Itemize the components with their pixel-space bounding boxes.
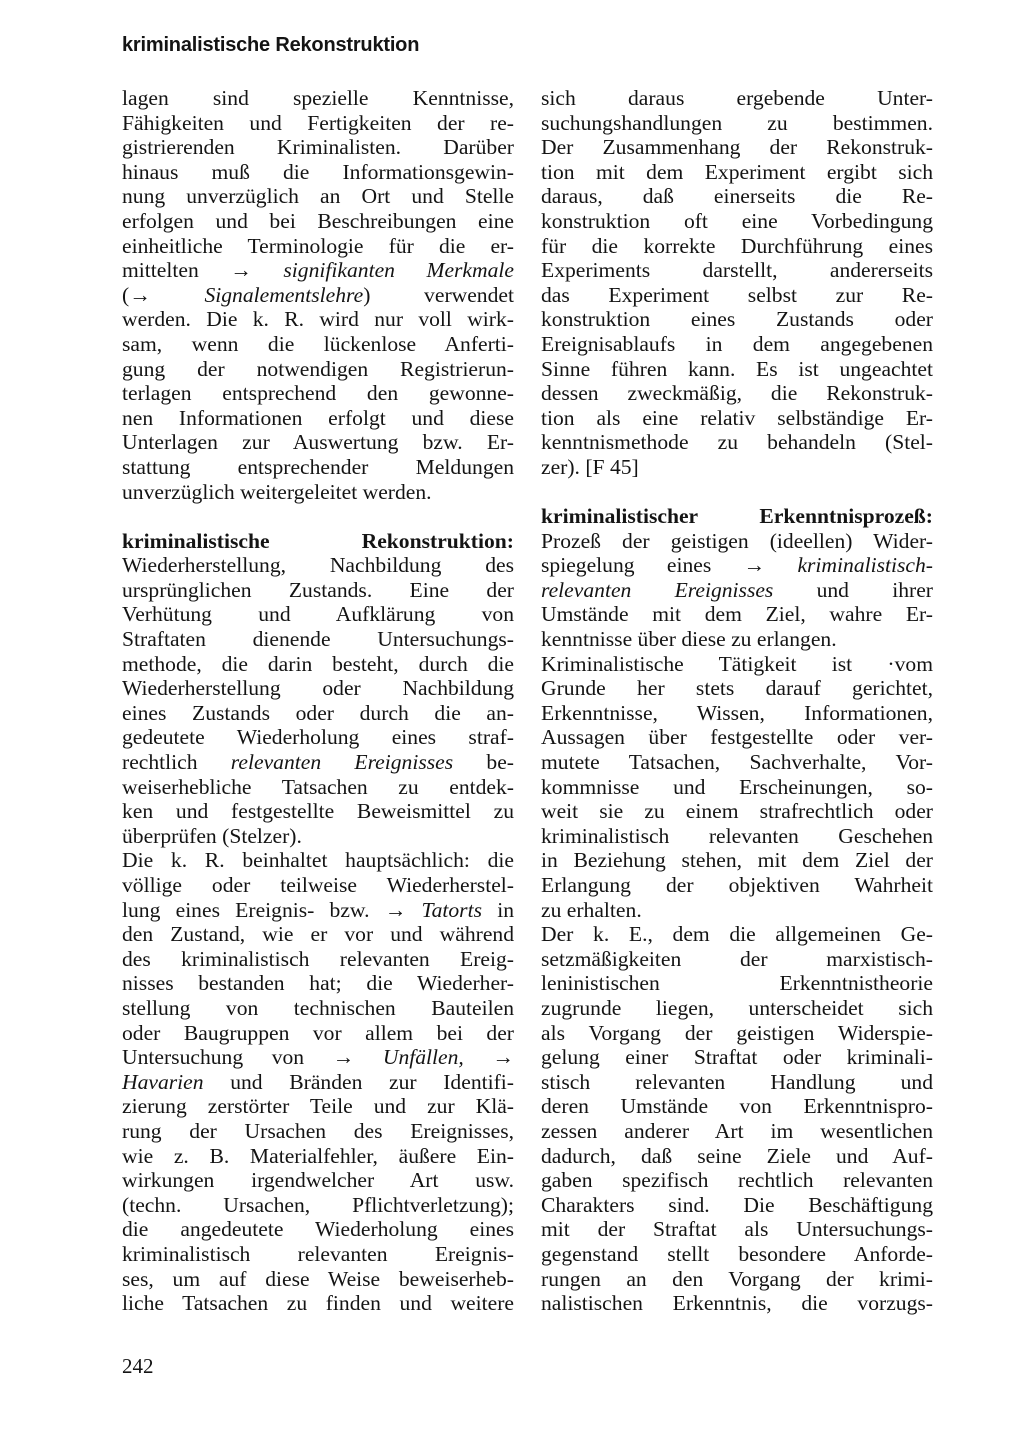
text-line: sam, wenn die lückenlose Anferti- (122, 331, 514, 356)
text-line: zugrunde liegen, unterscheidet sich (541, 995, 933, 1020)
right-column (541, 86, 933, 1316)
entry-first-line: Prozeß der geistigen (ideellen) Wider- (541, 528, 933, 553)
italic-term: relevanten Ereignisses (541, 577, 774, 602)
text-line: den Zustand, wie er vor und während (122, 922, 514, 947)
text-line: liche Tatsachen zu finden und weitere (122, 1291, 514, 1316)
text-line: mit der Straftat als Untersuchungs- (541, 1217, 933, 1242)
text-line: (→ Signalementslehre) verwendet (122, 282, 514, 307)
text-line: erfolgen und bei Beschreibungen eine (122, 208, 514, 233)
text-line: tion mit dem Experiment ergibt sich (541, 159, 933, 184)
text-line: zer). [F 45] (541, 454, 639, 479)
entry-headword-line (122, 529, 514, 554)
text-line: relevanten Ereignisses und ihrer (541, 577, 933, 602)
text-line: ses, um auf diese Weise beweiserheb- (122, 1266, 514, 1291)
italic-term: Tatorts (421, 897, 482, 922)
text-line: überprüfen (Stelzer). (122, 823, 302, 848)
text-line: lung eines Ereignis- bzw. → Tatorts in (122, 897, 514, 922)
text-line: Havarien und Bränden zur Identifi- (122, 1069, 514, 1094)
text-line: gelung einer Straftat oder kriminali- (541, 1045, 933, 1070)
text-line: das Experiment selbst zur Re- (541, 282, 933, 307)
text-line: sich daraus ergebende Unter- (541, 86, 933, 110)
text-line: Erlangung der objektiven Wahrheit (541, 873, 933, 897)
text-line: zierung zerstörter Teile und zur Klä- (122, 1094, 514, 1119)
text-line: dessen zweckmäßig, die Rekonstruk- (541, 381, 933, 406)
text-line: rungen an den Vorgang der krimi- (541, 1266, 933, 1291)
text-line: gegenstand stellt besondere Anforde- (541, 1241, 933, 1266)
text-line: kommnisse und Erscheinungen, so- (541, 774, 933, 799)
entry-headword: kriminalistischer Erkenntnisprozeß: (541, 504, 933, 529)
text-line: Verhütung und Aufklärung von (122, 602, 514, 627)
italic-term: signifikanten Merkmale (283, 258, 514, 283)
text-line: kenntnismethode zu behandeln (Stel- (541, 430, 933, 455)
text-line: rung der Ursachen des Ereignisses, (122, 1118, 514, 1143)
text-line: setzmäßigkeiten der marxistisch- (541, 946, 933, 971)
text-line: ursprünglichen Zustands. Eine der (122, 577, 514, 602)
text-line: Umstände mit dem Ziel, wahre Er- (541, 602, 933, 627)
text-line: Fähigkeiten und Fertigkeiten der re- (122, 110, 514, 135)
text-line: zessen anderer Art im wesentlichen (541, 1118, 933, 1143)
text-line: weit sie zu einem strafrechtlich oder (541, 799, 933, 824)
italic-term: Unfällen, (382, 1045, 464, 1070)
text-line: als Vorgang der geistigen Widerspie- (541, 1020, 933, 1045)
text-line: kriminalistisch relevanten Ereignis- (122, 1241, 514, 1266)
text-line: Grunde her stets darauf gerichtet, (541, 676, 933, 701)
paragraph-gap (122, 504, 514, 529)
text-line: für die korrekte Durchführung eines (541, 233, 933, 258)
text-line: kriminalistisch relevanten Geschehen (541, 823, 933, 848)
running-head: kriminalistische Rekonstruktion (122, 34, 420, 56)
text-line: zu erhalten. (541, 897, 642, 922)
text-line: spiegelung eines → kriminalistisch- (541, 553, 933, 578)
text-line: stisch relevanten Handlung und (541, 1069, 933, 1094)
text-line: daraus, daß einerseits die Re- (541, 184, 933, 209)
text-line: tion als eine relativ selbständige Er- (541, 405, 933, 430)
text-line: nalistischen Erkenntnis, die vorzugs- (541, 1291, 933, 1316)
italic-term: relevanten Ereignisses (230, 750, 454, 775)
text-line: mutete Tatsachen, Sachverhalte, Vor- (541, 750, 933, 775)
text-line: hinaus muß die Informationsgewin- (122, 159, 514, 184)
text-line: gistrierenden Kriminalisten. Darüber (122, 135, 514, 160)
text-line: Der k. E., dem die allgemeinen Ge- (541, 922, 933, 947)
text-line: deren Umstände von Erkenntnispro- (541, 1094, 933, 1119)
text-line: Wiederherstellung oder Nachbildung (122, 676, 514, 701)
text-line: nisses bestanden hat; die Wiederher- (122, 971, 514, 996)
text-line: die angedeutete Wiederholung eines (122, 1217, 514, 1242)
text-line: (techn. Ursachen, Pflichtverletzung); (122, 1192, 514, 1217)
text-line: Die k. R. beinhaltet hauptsächlich: die (122, 848, 514, 873)
text-line: weiserhebliche Tatsachen zu entdek- (122, 774, 514, 799)
text-line: Der Zusammenhang der Rekonstruk- (541, 135, 933, 160)
left-column (122, 86, 514, 1316)
text-line: methode, die darin besteht, durch die (122, 651, 514, 676)
text-line: oder Baugruppen vor allem bei der (122, 1020, 514, 1045)
paragraph-gap (541, 480, 933, 505)
text-line: Unterlagen zur Auswertung bzw. Er- (122, 430, 514, 455)
italic-term: Signalementslehre (204, 282, 364, 307)
text-line: eines Zustands oder durch die an- (122, 700, 514, 725)
italic-term: Havarien (122, 1069, 204, 1094)
text-line: gung der notwendigen Registrierun- (122, 356, 514, 381)
text-line: Ereignisablaufs in dem angegebenen (541, 331, 933, 356)
entry-headword-line (541, 504, 933, 529)
text-line: nung unverzüglich an Ort und Stelle (122, 184, 514, 209)
text-line: terlagen entsprechend den gewonne- (122, 381, 514, 406)
text-line: Sinne führen kann. Es ist ungeachtet (541, 356, 933, 381)
text-line: dadurch, daß seine Ziele und Auf- (541, 1143, 933, 1168)
text-line: Charakters sind. Die Beschäftigung (541, 1192, 933, 1217)
text-line: kenntnisse über diese zu erlangen. (541, 627, 837, 652)
text-line: Kriminalistische Tätigkeit ist ·vom (541, 651, 933, 676)
text-line: stellung von technischen Bauteilen (122, 995, 514, 1020)
text-line: Straftaten dienende Untersuchungs- (122, 627, 514, 652)
text-line: werden. Die k. R. wird nur voll wirk- (122, 307, 514, 332)
text-line: gedeutete Wiederholung eines straf- (122, 725, 514, 750)
text-line: Erkenntnisse, Wissen, Informationen, (541, 700, 933, 725)
text-line: mittelten → signifikanten Merkmale (122, 258, 514, 283)
text-line: einheitliche Terminologie für die er- (122, 233, 514, 258)
text-line: Aussagen über festgestellte oder ver- (541, 725, 933, 750)
entry-first-line: Wiederherstellung, Nachbildung des (122, 553, 514, 578)
text-line: nen Informationen erfolgt und diese (122, 405, 514, 430)
text-line: konstruktion eines Zustands oder (541, 307, 933, 332)
text-line: wirkungen irgendwelcher Art usw. (122, 1168, 514, 1193)
text-line: völlige oder teilweise Wiederherstel- (122, 873, 514, 897)
text-line: in Beziehung stehen, mit dem Ziel der (541, 848, 933, 873)
text-line: Experiments darstellt, andererseits (541, 258, 933, 283)
text-line: suchungshandlungen zu bestimmen. (541, 110, 933, 135)
text-line: Untersuchung von → Unfällen, → (122, 1045, 514, 1070)
text-line: wie z. B. Materialfehler, äußere Ein- (122, 1143, 514, 1168)
text-line: lagen sind spezielle Kenntnisse, (122, 86, 514, 110)
text-line: unverzüglich weitergeleitet werden. (122, 479, 432, 504)
text-line: rechtlich relevanten Ereignisses be- (122, 750, 514, 775)
entry-headword: kriminalistische Rekonstruktion: (122, 528, 514, 553)
page-number: 242 (122, 1354, 154, 1378)
text-line: ken und festgestellte Beweismittel zu (122, 799, 514, 824)
text-line: konstruktion oft eine Vorbedingung (541, 208, 933, 233)
text-line: leninistischen Erkenntnistheorie (541, 971, 933, 996)
text-line: stattung entsprechender Meldungen (122, 454, 514, 479)
italic-term: kriminalistisch- (797, 553, 933, 578)
text-line: des kriminalistisch relevanten Ereig- (122, 946, 514, 971)
text-line: gaben spezifisch rechtlich relevanten (541, 1168, 933, 1193)
